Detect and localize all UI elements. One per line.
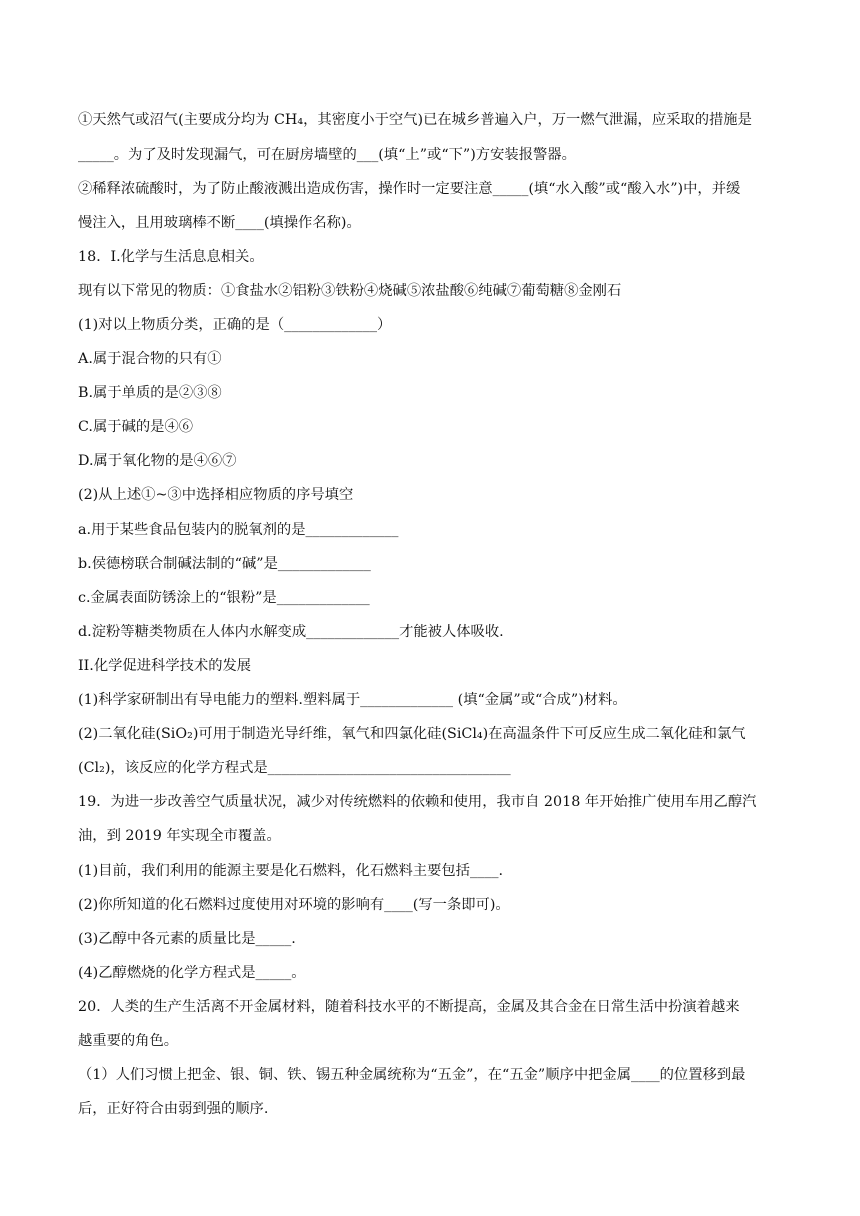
q18-part1-question: (1)对以上物质分类，正确的是（_____________） [78, 317, 392, 333]
q18-part2-d: d.淀粉等糖类物质在人体内水解变成_____________才能被人体吸收. [78, 624, 504, 640]
q17-line-3: ②稀释浓硫酸时，为了防止酸液溅出造成伤害，操作时一定要注意_____(填“水入酸”或“酸入水”)中，并缓 [78, 181, 741, 197]
q18-part2-b: b.侯德榜联合制碱法制的“碱”是_____________ [78, 556, 371, 572]
q18-section-ii-heading: II.化学促进科学技术的发展 [78, 658, 252, 674]
q19-heading-line-2: 油，到 2019 年实现全市覆盖。 [78, 828, 281, 844]
q17-line-2: _____。为了及时发现漏气，可在厨房墙壁的___(填“上”或“下”)方安装报警器。 [78, 147, 576, 163]
q20-part1-line-2: 后，正好符合由弱到强的顺序. [78, 1101, 269, 1117]
q18-part2-question: (2)从上述①~③中选择相应物质的序号填空 [78, 487, 354, 503]
q18-ii-part2-line-2: (Cl₂)，该反应的化学方程式是__________________________________ [78, 760, 511, 776]
q19-part3: (3)乙醇中各元素的质量比是_____. [78, 931, 296, 947]
q18-ii-part1: (1)科学家研制出有导电能力的塑料.塑料属于_____________ (填“金属”或“合成”)材料。 [78, 692, 627, 708]
q18-option-c: C.属于碱的是④⑥ [78, 419, 194, 435]
q19-part1: (1)目前，我们利用的能源主要是化石燃料，化石燃料主要包括____. [78, 863, 504, 879]
q18-part2-a: a.用于某些食品包装内的脱氧剂的是_____________ [78, 522, 399, 538]
q20-part1-line-1: （1）人们习惯上把金、银、铜、铁、锡五种金属统称为“五金”，在“五金”顺序中把金属____的位置移到最 [78, 1067, 746, 1083]
q18-heading: 18．I.化学与生活息息相关。 [78, 249, 264, 265]
q18-ii-part2-line-1: (2)二氧化硅(SiO₂)可用于制造光导纤维，氧气和四氯化硅(SiCl₄)在高温条件下可反应生成二氧化硅和氯气 [78, 726, 746, 742]
q19-part4: (4)乙醇燃烧的化学方程式是_____。 [78, 965, 306, 981]
q17-line-4: 慢注入，且用玻璃棒不断____(填操作名称)。 [78, 215, 361, 231]
q18-materials-list: 现有以下常见的物质：①食盐水②铝粉③铁粉④烧碱⑤浓盐酸⑥纯碱⑦葡萄糖⑧金刚石 [78, 283, 622, 299]
q18-option-b: B.属于单质的是②③⑧ [78, 385, 222, 401]
q20-heading-line-1: 20．人类的生产生活离不开金属材料，随着科技水平的不断提高，金属及其合金在日常生活中扮演着越来 [78, 999, 740, 1015]
q17-line-1: ①天然气或沼气(主要成分均为 CH₄，其密度小于空气)已在城乡普遍入户，万一燃气泄漏，应采取的措施是 [78, 112, 752, 128]
q19-part2: (2)你所知道的化石燃料过度使用对环境的影响有____(写一条即可)。 [78, 897, 510, 913]
q18-option-a: A.属于混合物的只有① [78, 351, 222, 367]
q19-heading-line-1: 19．为进一步改善空气质量状况，减少对传统燃料的依赖和使用，我市自 2018 年开始推广使用车用乙醇汽 [78, 794, 757, 810]
q20-heading-line-2: 越重要的角色。 [78, 1033, 179, 1049]
q18-option-d: D.属于氧化物的是④⑥⑦ [78, 453, 237, 469]
q18-part2-c: c.金属表面防锈涂上的“银粉”是_____________ [78, 590, 370, 606]
